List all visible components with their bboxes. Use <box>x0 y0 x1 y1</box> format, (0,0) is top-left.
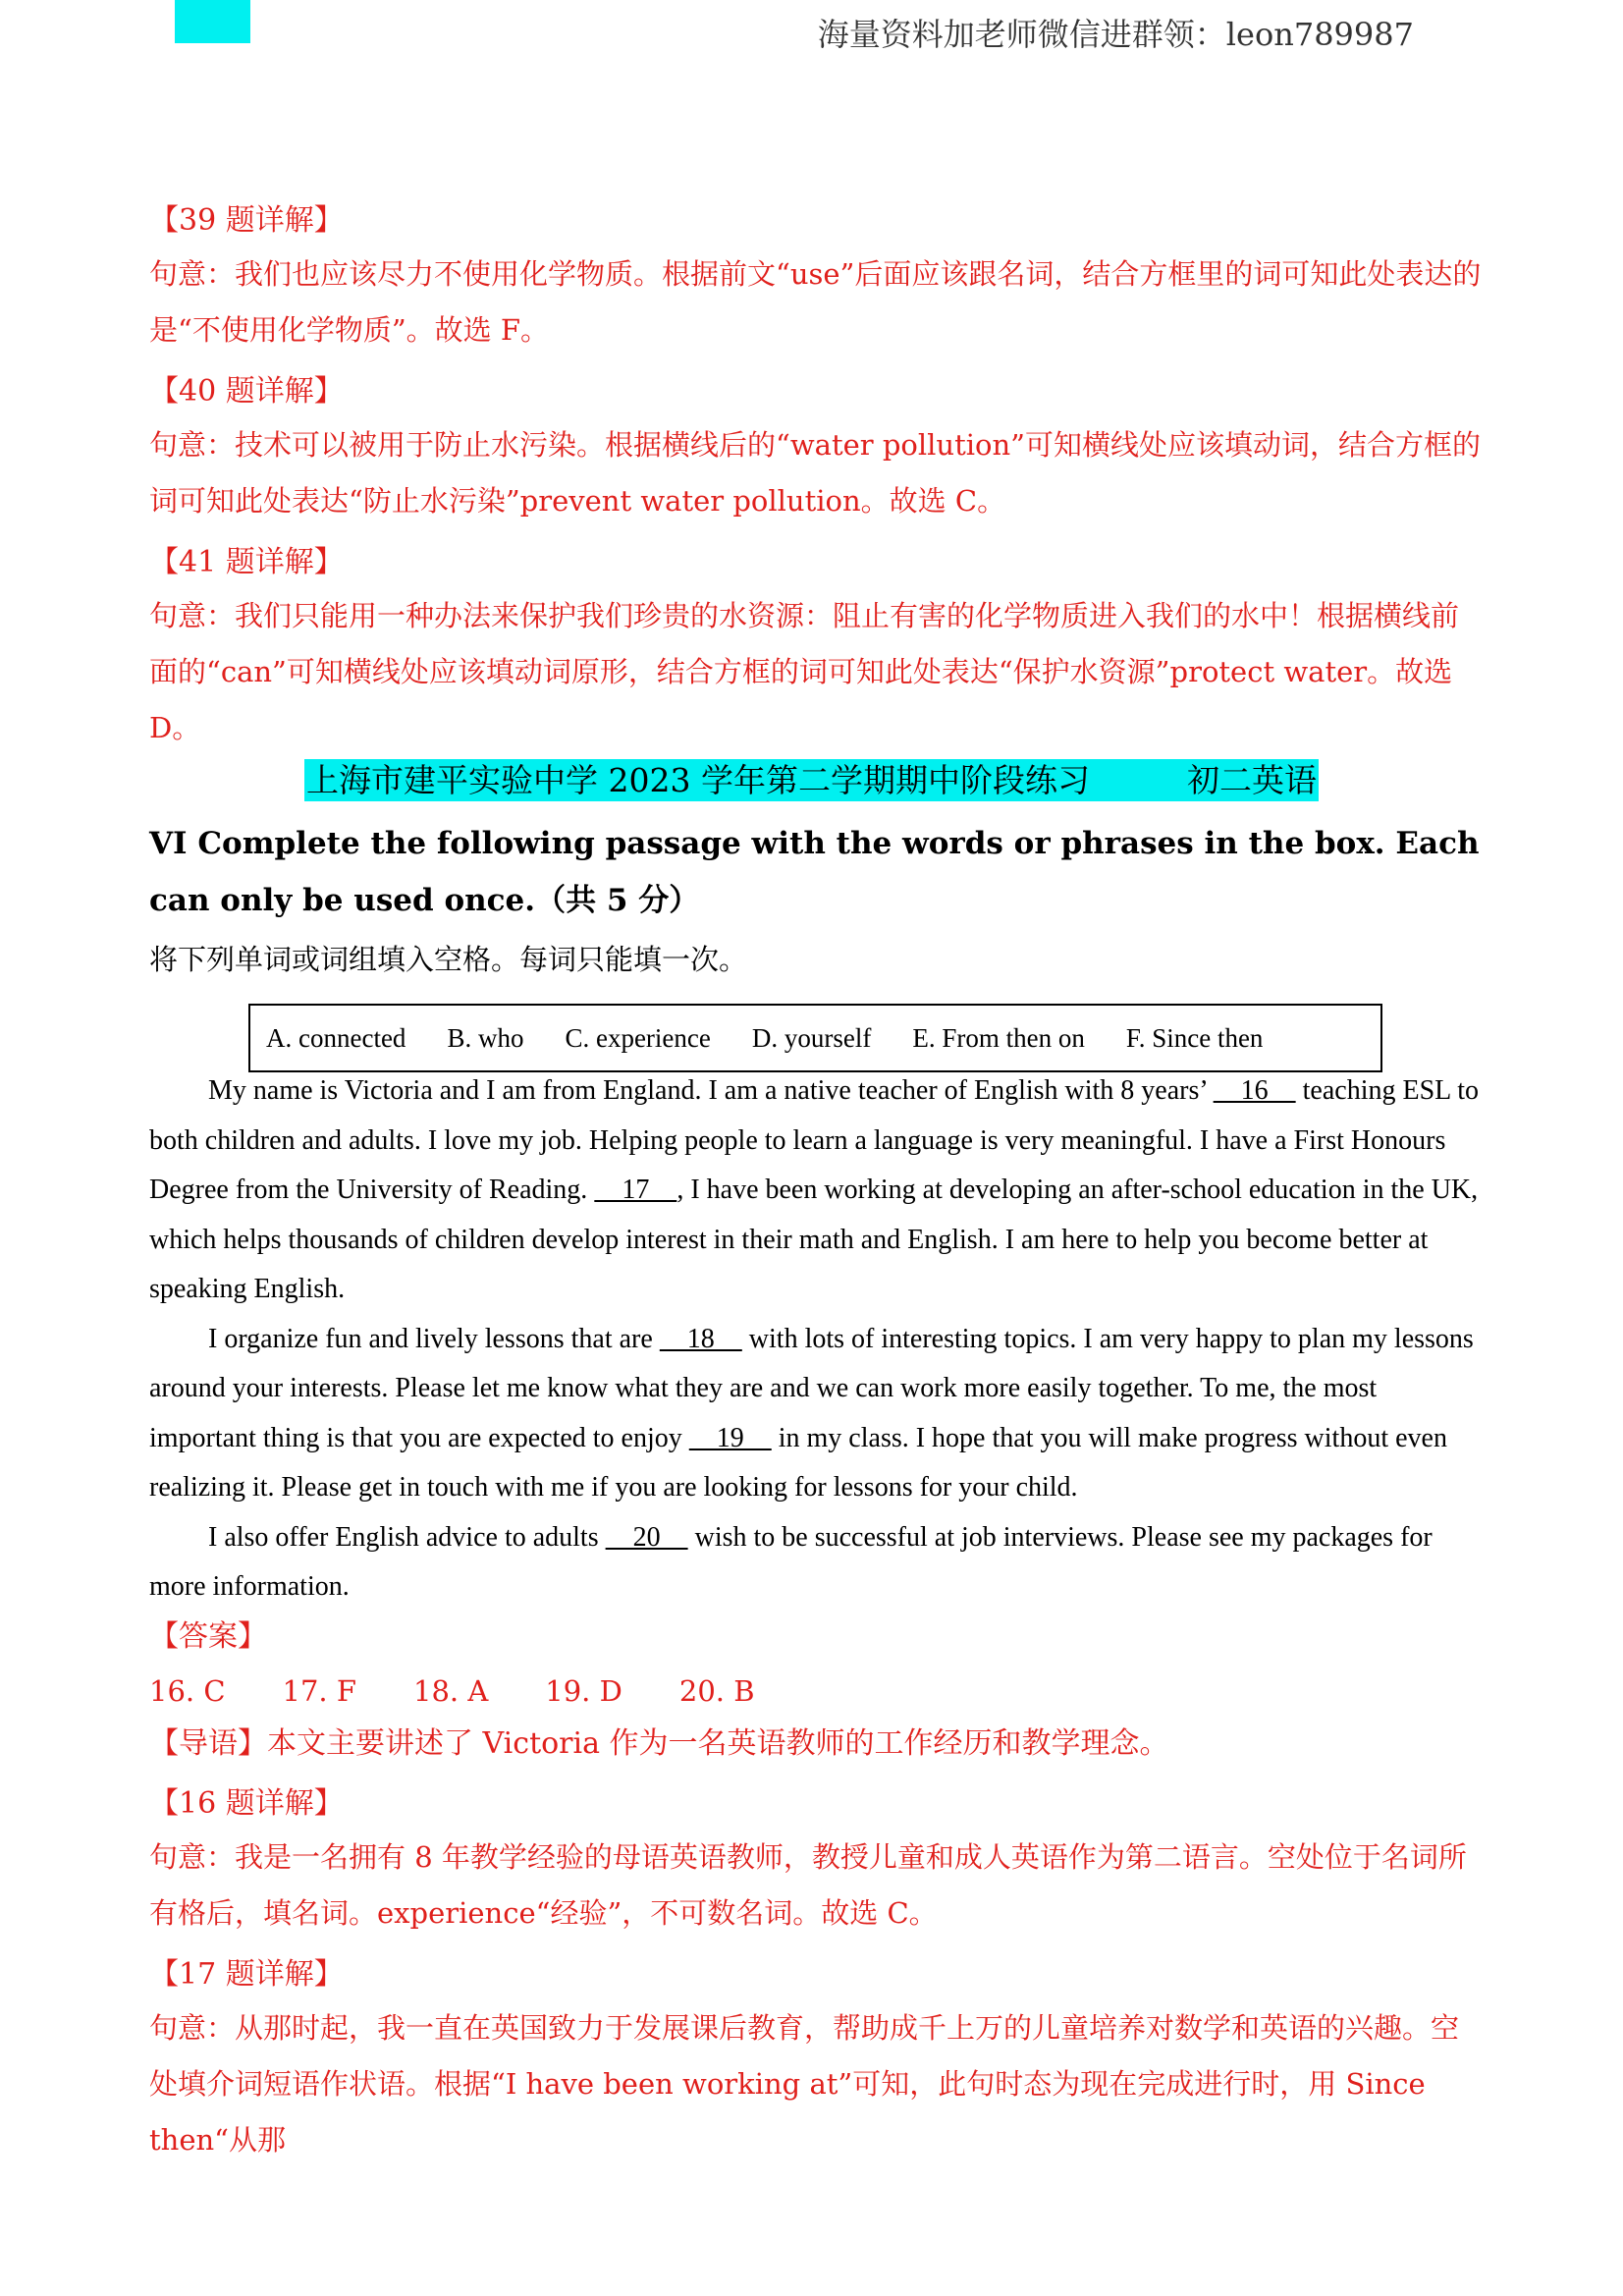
q16-text: 句意：我是一名拥有 8 年教学经验的母语英语教师，教授儿童和成人英语作为第二语言。空处位于名词所有格后，填名词。experience“经验”，不可数名词。故选 C。 <box>149 1840 1467 1930</box>
answer-19: 19. D <box>545 1674 622 1708</box>
p3-text-a: I also offer English advice to adults <box>208 1521 606 1553</box>
q17-text: 句意：从那时起，我一直在英国致力于发展课后教育，帮助成千上万的儿童培养对数学和英语的兴趣。空处填介词短语作状语。根据“I have been working at”可知，此句时态为现在完成进行时，用 Since then“从那 <box>149 2011 1460 2157</box>
passage-paragraph-2 <box>149 1315 1485 1513</box>
exam-title <box>0 756 1623 805</box>
q41-tag: 【41 题详解】 <box>149 545 344 579</box>
p3-text-c: wish to be successful at job interviews. Please see my packages for more information. <box>149 1521 1433 1602</box>
option-e: E. From then on <box>912 1022 1085 1053</box>
q41-text: 句意：我们只能用一种办法来保护我们珍贵的水资源：阻止有害的化学物质进入我们的水中！根据横线前面的“can”可知横线处应该填动词原形，结合方框的词可知此处表达“保护水资源”protect water。故选 D。 <box>149 599 1460 744</box>
q16-tag: 【16 题详解】 <box>149 1786 344 1821</box>
passage-paragraph-3 <box>149 1513 1485 1613</box>
p2-text-d: in my class. I hope that you will make progress without even realizing it. Please get in touch with me if you are looking for lessons for your child. <box>149 1422 1447 1503</box>
q39-tag: 【39 题详解】 <box>149 203 344 238</box>
option-c: C. experience <box>565 1022 711 1053</box>
answer-17: 17. F <box>282 1674 356 1708</box>
p1-text-c: teaching ESL to both children and adults. I love my job. Helping people to learn a language is very meaningful. I have a First Honours Degree from the University of Reading. <box>149 1075 1480 1205</box>
answer-20: 20. B <box>678 1674 755 1708</box>
blank-16: 16 <box>1213 1075 1296 1106</box>
answer-18: 18. A <box>413 1674 489 1708</box>
option-b: B. who <box>447 1022 524 1053</box>
option-f: F. Since then <box>1125 1022 1264 1053</box>
p1-text-a: My name is Victoria and I am from England. I am a native teacher of English with 8 years’ <box>208 1075 1214 1106</box>
p1-text-d: , I have been working at developing an after-school education in the UK, which helps thousands of children develop interest in their math and English. I am here to help you become better at speaking English. <box>149 1175 1479 1304</box>
exam-title-text: 上海市建平实验中学 2023 学年第二学期期中阶段练习 初二英语 <box>306 761 1317 799</box>
passage <box>149 1066 1485 1613</box>
blank-19: 19 <box>688 1422 772 1453</box>
q40-tag: 【40 题详解】 <box>149 374 344 409</box>
answer-tag: 【答案】 <box>149 1619 267 1654</box>
p2-text-c: with lots of interesting topics. I am very happy to plan my lessons around your interests. Please let me know what they are and we can work more easily together. To me, the most important thing is that you are expected to enjoy <box>149 1323 1474 1453</box>
blank-20: 20 <box>605 1521 688 1553</box>
answer-list <box>149 1669 812 1713</box>
header-watermark: 海量资料加老师微信进群领：leon789987 <box>817 16 1414 53</box>
header-highlight-block <box>175 0 250 43</box>
blank-17: 17 <box>594 1175 677 1205</box>
blank-18: 18 <box>659 1323 742 1354</box>
guide-text: 【导语】本文主要讲述了 Victoria 作为一名英语教师的工作经历和教学理念。 <box>149 1726 1169 1761</box>
p2-text-a: I organize fun and lively lessons that are <box>208 1323 660 1354</box>
option-a: A. connected <box>266 1022 406 1053</box>
section-instruction: 将下列单词或词组填入空格。每词只能填一次。 <box>149 943 748 976</box>
q17-tag: 【17 题详解】 <box>149 1957 344 1992</box>
q40-text: 句意：技术可以被用于防止水污染。根据横线后的“water pollution”可知横线处应该填动词，结合方框的词可知此处表达“防止水污染”prevent water pollution。故选 C。 <box>149 428 1481 518</box>
answer-16: 16. C <box>149 1674 226 1708</box>
section-heading: VI Complete the following passage with the words or phrases in the box. Each can only be used once.（共 5 分） <box>149 826 1480 918</box>
option-d: D. yourself <box>751 1022 872 1053</box>
passage-paragraph-1 <box>149 1066 1485 1315</box>
q39-text: 句意：我们也应该尽力不使用化学物质。根据前文“use”后面应该跟名词，结合方框里的词可知此处表达的是“不使用化学物质”。故选 F。 <box>149 257 1482 347</box>
word-box <box>248 1004 1382 1072</box>
